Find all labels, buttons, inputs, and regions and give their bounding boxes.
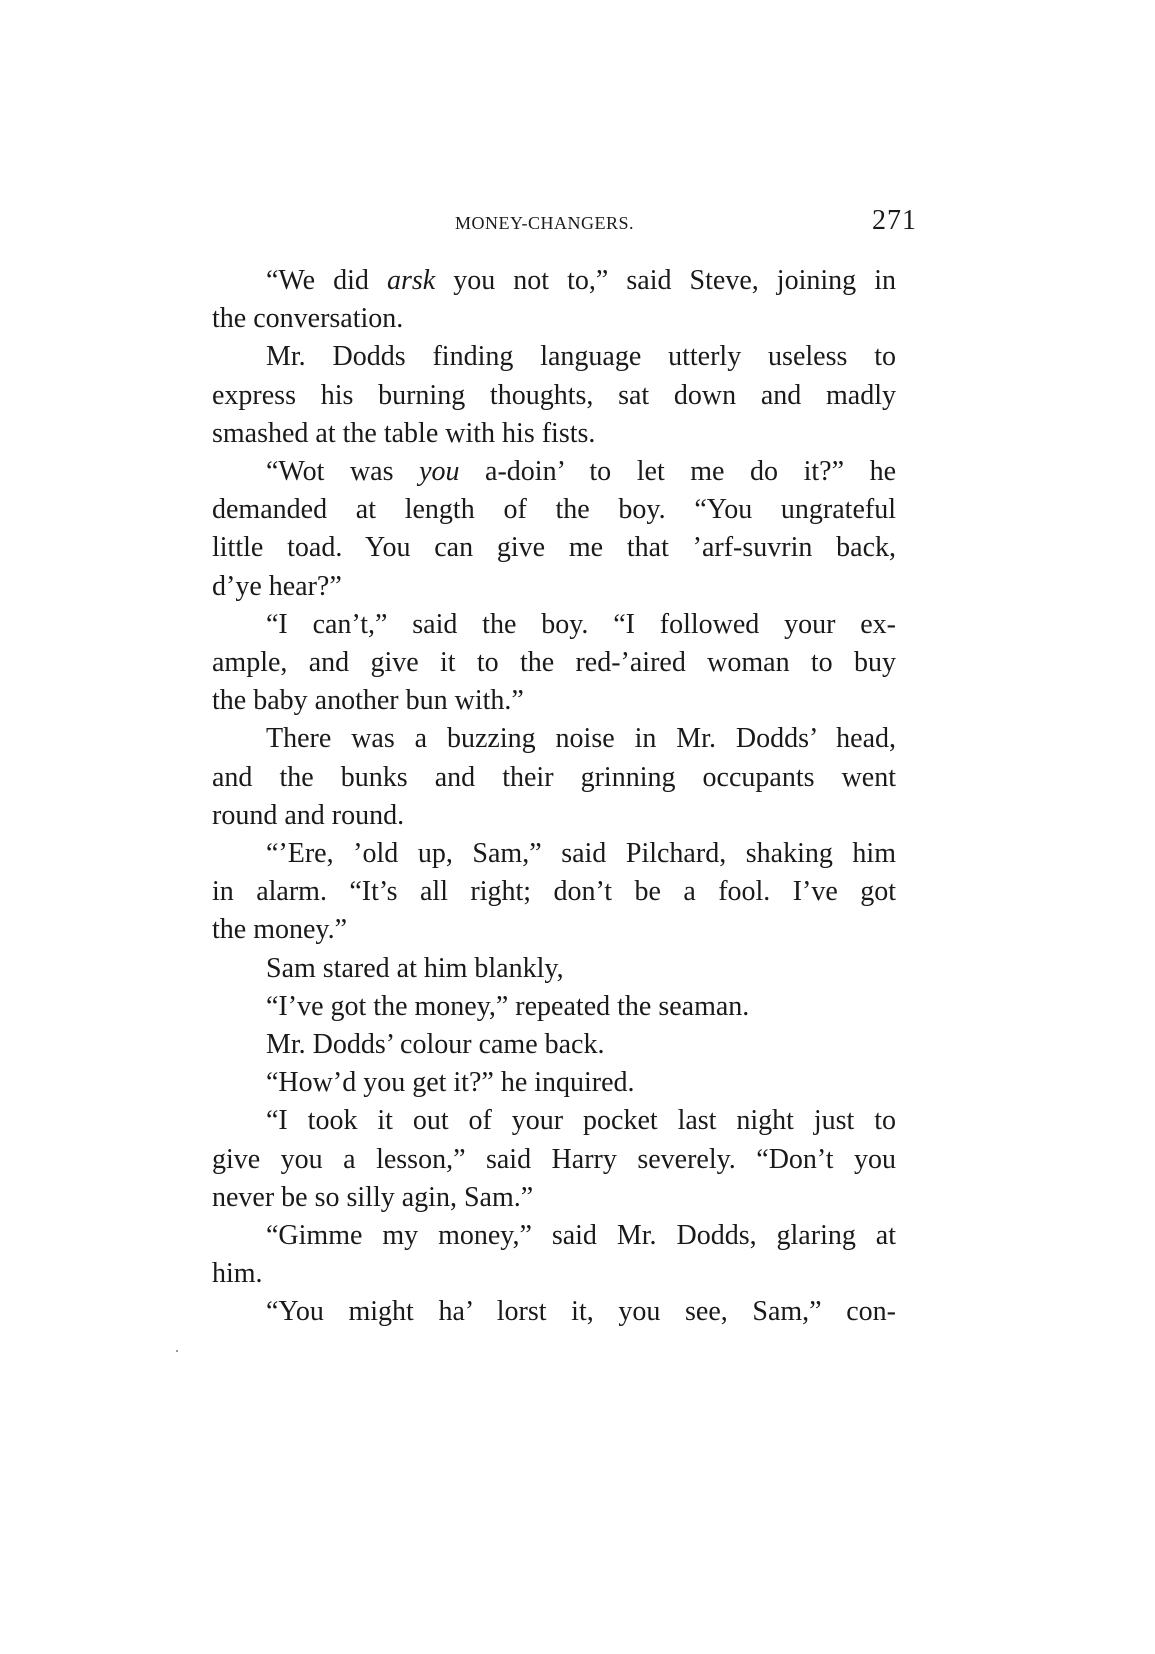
text-line — [212, 988, 896, 1026]
text-line — [212, 720, 896, 758]
text-line — [212, 529, 896, 567]
italic-word: you — [419, 456, 460, 488]
body-text — [212, 262, 896, 1332]
text-line — [212, 1255, 896, 1293]
text-line — [212, 338, 896, 376]
text-run: never be so silly agin, Sam.” — [212, 1181, 534, 1213]
text-line — [212, 1217, 896, 1255]
text-run: ample, and give it to the red-’aired woman to buy — [212, 647, 896, 679]
text-run: demanded at length of the boy. “You ungrateful — [212, 494, 896, 526]
paragraph — [212, 1217, 896, 1293]
text-line — [212, 873, 896, 911]
paragraph — [212, 606, 896, 721]
text-run: and the bunks and their grinning occupants went — [212, 761, 896, 793]
text-run: the conversation. — [212, 303, 404, 335]
text-run: “I took it out of your pocket last night just to — [266, 1105, 896, 1137]
text-run: Mr. Dodds finding language utterly useless to — [266, 341, 896, 373]
text-run: you not to,” said Steve, joining in — [435, 265, 896, 296]
print-speck — [176, 1350, 178, 1352]
text-run: d’ye hear?” — [212, 570, 342, 602]
text-run: in alarm. “It’s all right; don’t be a fool. I’ve got — [212, 876, 896, 908]
text-run: express his burning thoughts, sat down and madly — [212, 379, 896, 411]
text-line — [212, 1026, 896, 1064]
text-run: “We did — [266, 265, 387, 296]
text-line — [212, 911, 896, 949]
text-line — [212, 835, 896, 873]
italic-word: arsk — [386, 265, 436, 296]
paragraph — [212, 720, 896, 835]
page-number: 271 — [872, 205, 917, 236]
text-run: Sam stared at him blankly, — [266, 952, 564, 984]
text-line — [212, 1141, 896, 1179]
paragraph — [212, 835, 896, 950]
text-line — [212, 415, 896, 453]
text-run: the money.” — [212, 914, 348, 946]
text-line — [212, 262, 896, 300]
paragraph — [212, 950, 896, 988]
text-run: round and round. — [212, 799, 405, 831]
text-run: little toad. You can give me that ’arf-suvrin back, — [212, 532, 896, 564]
text-line — [212, 491, 896, 529]
paragraph — [212, 338, 896, 453]
paragraph — [212, 453, 896, 606]
text-line — [212, 300, 896, 338]
paragraph — [212, 1026, 896, 1064]
text-run: There was a buzzing noise in Mr. Dodds’ head, — [266, 723, 896, 755]
paragraph — [212, 1102, 896, 1217]
text-line — [212, 682, 896, 720]
running-title: MONEY-CHANGERS. — [455, 213, 635, 233]
text-run: “I’ve got the money,” repeated the seaman. — [266, 990, 750, 1022]
text-line — [212, 1064, 896, 1102]
paragraph — [212, 1064, 896, 1102]
text-run: “How’d you get it?” he inquired. — [266, 1067, 635, 1099]
text-run: “I can’t,” said the boy. “I followed your ex- — [266, 608, 896, 640]
text-line — [212, 606, 896, 644]
paragraph — [212, 1293, 896, 1331]
text-run: give you a lesson,” said Harry severely. “Don’t you — [212, 1143, 896, 1175]
text-line — [212, 1293, 896, 1331]
text-run: him. — [212, 1258, 263, 1290]
text-line — [212, 568, 896, 606]
text-line — [212, 759, 896, 797]
text-run: “Wot was — [266, 456, 420, 488]
paragraph — [212, 262, 896, 338]
text-run: Mr. Dodds’ colour came back. — [266, 1029, 605, 1061]
text-run: the baby another bun with.” — [212, 685, 524, 717]
text-line — [212, 950, 896, 988]
text-run: “’Ere, ’old up, Sam,” said Pilchard, shaking him — [266, 838, 896, 870]
text-run: smashed at the table with his fists. — [212, 417, 596, 449]
text-line — [212, 377, 896, 415]
text-run: “Gimme my money,” said Mr. Dodds, glaring at — [266, 1220, 896, 1252]
text-run: a-doin’ to let me do it?” he — [459, 456, 897, 488]
text-run: “You might ha’ lorst it, you see, Sam,” con- — [266, 1296, 896, 1328]
text-line — [212, 453, 896, 491]
paragraph — [212, 988, 896, 1026]
text-line — [212, 1179, 896, 1217]
text-line — [212, 1102, 896, 1140]
running-head — [0, 205, 1155, 239]
text-line — [212, 644, 896, 682]
text-line — [212, 797, 896, 835]
